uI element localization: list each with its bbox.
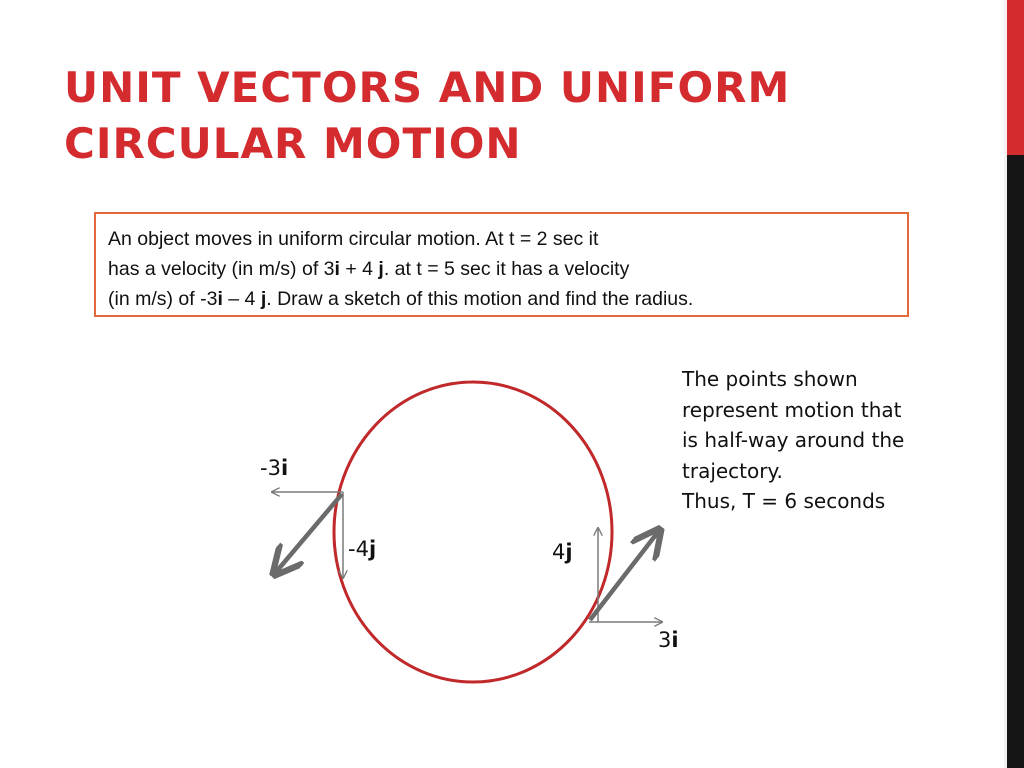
- label-number: -3: [260, 456, 281, 480]
- note-line-3: is half-way around the: [682, 428, 905, 452]
- title-line-2: CIRCULAR MOTION: [64, 119, 522, 168]
- label-unit-i: i: [671, 628, 679, 652]
- unit-vector-i: i: [217, 288, 223, 310]
- note-line-4: trajectory.: [682, 458, 783, 483]
- label-3i: [658, 628, 679, 652]
- problem-text: + 4: [339, 258, 379, 280]
- circular-trajectory: [334, 382, 612, 682]
- problem-text: . Draw a sketch of this motion and find the radius.: [266, 288, 694, 310]
- title-line-1: UNIT VECTORS AND UNIFORM: [64, 63, 791, 112]
- label-unit-j: j: [368, 537, 377, 561]
- note-line-2: represent motion that: [682, 397, 902, 422]
- velocity-vector-t2-arrow: [590, 532, 658, 620]
- problem-text: has a velocity (in m/s) of 3: [108, 258, 335, 280]
- label-unit-i: i: [280, 456, 289, 480]
- problem-text: – 4: [222, 288, 261, 310]
- unit-vector-j: j: [378, 258, 384, 280]
- label-unit-j: j: [565, 540, 573, 564]
- note-line-1: The points shown: [682, 367, 858, 391]
- label-neg-3i: [260, 456, 288, 480]
- label-number: 3: [658, 628, 672, 652]
- problem-text: . at t = 5 sec it has a velocity: [383, 258, 630, 280]
- unit-vector-i: i: [334, 258, 340, 280]
- label-number: -4: [348, 537, 369, 561]
- label-number: 4: [552, 540, 566, 564]
- note-line-5: Thus, T = 6 seconds: [682, 489, 886, 513]
- velocity-vector-t5-arrow: [276, 494, 342, 572]
- problem-text: An object moves in uniform circular motion. At t = 2 sec it: [108, 228, 599, 250]
- unit-vector-j: j: [260, 288, 267, 310]
- label-neg-4j: [348, 537, 376, 561]
- label-4j: [552, 540, 573, 564]
- problem-text: (in m/s) of -3: [108, 288, 218, 310]
